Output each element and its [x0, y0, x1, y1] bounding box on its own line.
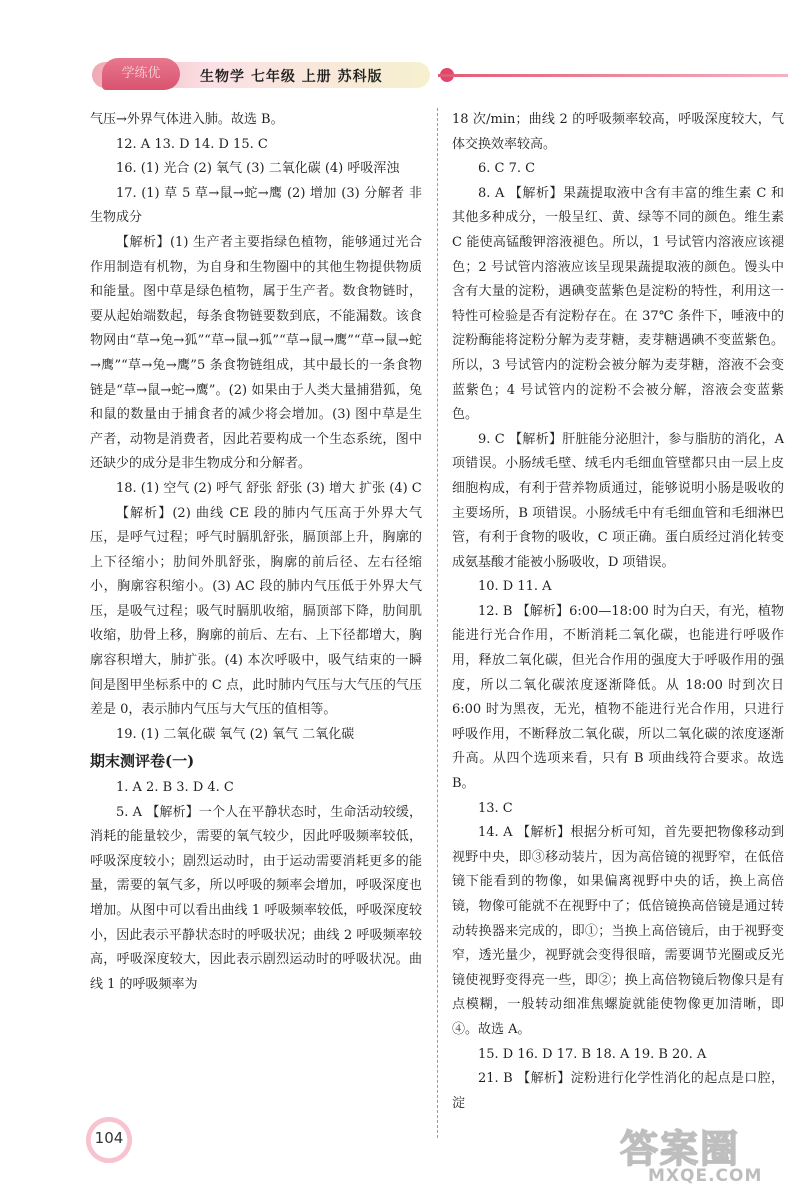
answer-line: 1. A 2. B 3. D 4. C	[116, 780, 234, 796]
analysis-paragraph: 21. B 【解析】淀粉进行化学性消化的起点是口腔，淀	[452, 1071, 784, 1111]
analysis-paragraph: 14. A 【解析】根据分析可知，首先要把物像移动到视野中央，即③移动装片，因为高倍镜的视野窄，在低倍镜下能看到的物像，如果偏离视野中央的话，换上高倍镜，物像可能就不在视野中了；低倍镜换高倍镜是通过转动转换器来完成的，即①；当换上高倍镜后，由于视野变窄，透光量少，视野就会变得很暗，需要调节光圈或反光镜使视野变得亮一些，即②；换上高倍物镜后物像只是有点模糊，一般转动细准焦螺旋就能使物像更加清晰，即④。故选 A。	[452, 825, 784, 1037]
left-column	[90, 108, 422, 997]
answer-line: 12. A 13. D 14. D 15. C	[116, 136, 268, 152]
answer-line: 19. (1) 二氧化碳 氧气 (2) 氧气 二氧化碳	[116, 726, 355, 742]
answer-line: 17. (1) 草 5 草→鼠→蛇→鹰 (2) 增加 (3) 分解者 非生物成分	[90, 185, 422, 226]
right-column	[452, 108, 784, 1116]
answer-line: 13. C	[478, 800, 513, 816]
answer-line: 6. C 7. C	[478, 161, 536, 177]
analysis-paragraph: 9. C 【解析】肝脏能分泌胆汁，参与脂肪的消化，A 项错误。小肠绒毛壁、绒毛内毛细血管壁都只由一层上皮细胞构成，有利于营养物质通过，能够说明小肠是吸收的主要场所，B 项错误。小肠绒毛中有毛细血管和毛细淋巴管，有利于食物的吸收，C 项正确。蛋白质经过消化转变成氨基酸才能被小肠吸收，D 项错误。	[452, 431, 784, 570]
header-rule	[438, 74, 788, 77]
page-header	[92, 58, 432, 92]
header-title: 生物学 七年级 上册 苏科版	[200, 69, 383, 85]
header-tab	[102, 58, 180, 90]
page-number-badge	[86, 1117, 132, 1163]
watermark-main: 答案圈	[620, 1127, 741, 1171]
answer-line: 16. (1) 光合 (2) 氧气 (3) 二氧化碳 (4) 呼吸浑浊	[116, 161, 400, 177]
watermark-url: MXQE.COM	[648, 1166, 763, 1186]
answer-line: 18. (1) 空气 (2) 呼气 舒张 舒张 (3) 增大 扩张 (4) C	[116, 480, 422, 496]
answer-line: 气压→外界气体进入肺。故选 B。	[90, 112, 284, 127]
answer-line: 15. D 16. D 17. B 18. A 19. B 20. A	[478, 1046, 707, 1062]
analysis-paragraph: 8. A 【解析】果蔬提取液中含有丰富的维生素 C 和其他多种成分，一般呈红、黄、绿等不同的颜色。维生素 C 能使高锰酸钾溶液褪色。所以，1 号试管内溶液应该褪色；2 号试管内溶液应该呈现果蔬提取液的颜色。馒头中含有大量的淀粉，遇碘变蓝紫色是淀粉的特性，利用这一特性可检验是否有淀粉存在。在 37℃ 条件下，唾液中的淀粉酶能将淀粉分解为麦芽糖，麦芽糖遇碘不变蓝紫色。所以，3 号试管内的淀粉会被分解为麦芽糖，溶液不会变蓝紫色；4 号试管内的淀粉不会被分解，溶液会变蓝紫色。	[452, 185, 784, 423]
header-tab-text: 学练优	[121, 66, 161, 81]
answer-line: 10. D 11. A	[478, 579, 552, 595]
section-title: 期末测评卷(一)	[90, 752, 195, 771]
analysis-paragraph: 18 次/min；曲线 2 的呼吸频率较高，呼吸深度较大，气体交换效率较高。	[452, 112, 784, 152]
page-number: 104	[94, 1129, 124, 1147]
analysis-paragraph: 12. B 【解析】6:00—18:00 时为白天，有光，植物能进行光合作用，不断消耗二氧化碳，也能进行呼吸作用，释放二氧化碳，但光合作用的强度大于呼吸作用的强度，所以二氧化碳浓度逐渐降低。从 18:00 时到次日 6:00 时为黑夜，无光，植物不能进行光合作用，只进行呼吸作用，不断释放二氧化碳，所以二氧化碳的浓度逐渐升高。从四个选项来看，只有 B 项曲线符合要求。故选 B。	[452, 603, 784, 792]
analysis-paragraph: 5. A 【解析】一个人在平静状态时，生命活动较缓，消耗的能量较少，需要的氧气较少，因此呼吸频率较低，呼吸深度较小；剧烈运动时，由于运动需要消耗更多的能量，需要的氧气多，所以呼吸的频率会增加，呼吸深度也增加。从图中可以看出曲线 1 呼吸频率较低，呼吸深度较小，因此表示平静状态时的呼吸状况；曲线 2 呼吸频率较高，呼吸深度较大，因此表示剧烈运动时的呼吸状况。曲线 1 的呼吸频率为	[90, 804, 422, 992]
analysis-paragraph: 【解析】(2) 曲线 CE 段的肺内气压高于外界大气压，是呼气过程；呼气时膈肌舒张，膈顶部上升，胸廓的上下径缩小；肋间外肌舒张，胸廓的前后径、左右径缩小，胸廓容积缩小。(3) AC 段的肺内气压低于外界大气压，是吸气过程；吸气时膈肌收缩，膈顶部下降，肋间肌收缩，肋骨上移，胸廓的前后、左右、上下径都增大，胸廓容积增大，肺扩张。(4) 本次呼吸中，吸气结束的一瞬间是图甲坐标系中的 C 点，此时肺内气压与大气压的气压差是 0，表示肺内气压与大气压的值相等。	[90, 505, 422, 718]
watermark-logo	[620, 1118, 800, 1188]
analysis-paragraph: 【解析】(1) 生产者主要指绿色植物，能够通过光合作用制造有机物，为自身和生物圈中的其他生物提供物质和能量。图中草是绿色植物，属于生产者。数食物链时，要从起始端数起，每条食物链要数到底，不能漏数。该食物网由“草→兔→狐”“草→鼠→狐”“草→鼠→鹰”“草→鼠→蛇→鹰”“草→兔→鹰”5 条食物链组成，其中最长的一条食物链是“草→鼠→蛇→鹰”。(2) 如果由于人类大量捕猎狐，兔和鼠的数量由于捕食者的减少将会增加。(3) 图中草是生产者，动物是消费者，因此若要构成一个生态系统，图中还缺少的成分是非生物成分和分解者。	[90, 234, 422, 472]
column-divider	[437, 108, 438, 1138]
